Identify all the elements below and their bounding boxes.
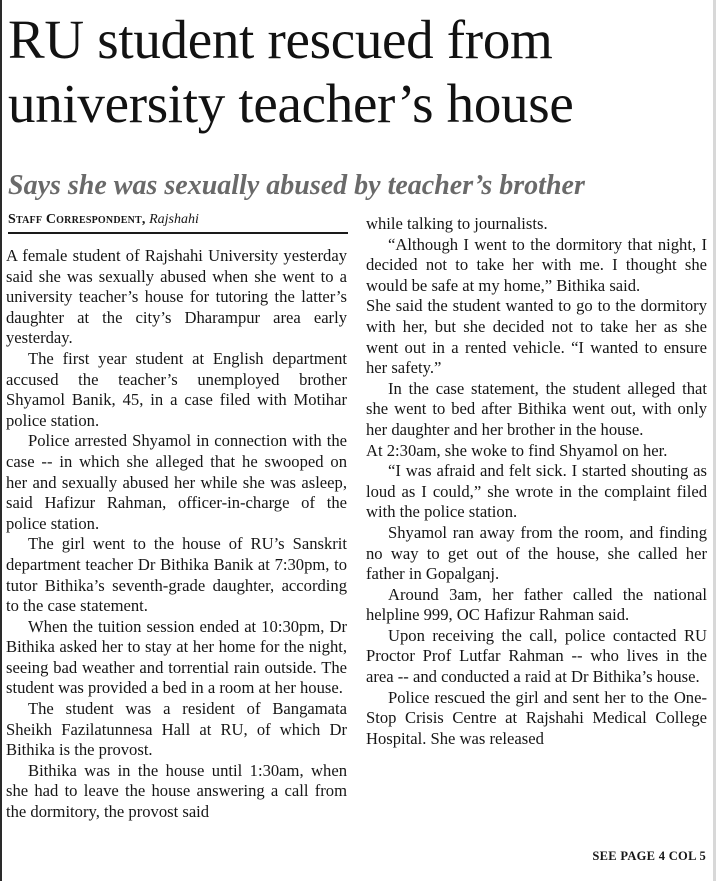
- subheadline: Says she was sexually abused by teacher’s brother: [8, 170, 585, 201]
- paragraph: The student was a resident of Bangamata Sheikh Fazilatunnesa Hall at RU, of which Dr Bithika is the provost.: [6, 699, 347, 760]
- paragraph: “Although I went to the dormitory that night, I decided not to take her with me. I thought she would be safe at my home,” Bithika said.: [366, 234, 707, 295]
- paragraph: Police rescued the girl and sent her to the One-Stop Crisis Centre at Rajshahi Medical College Hospital. She was released: [366, 687, 707, 748]
- paragraph: Around 3am, her father called the national helpline 999, OC Hafizur Rahman said.: [366, 584, 707, 625]
- paragraph: “I was afraid and felt sick. I started shouting as loud as I could,” she wrote in the complaint filed with the police station.: [366, 461, 707, 522]
- paragraph-continued: while talking to journalists.: [366, 214, 548, 233]
- headline: RU student rescued from university teacher’s house: [8, 9, 574, 134]
- byline: [8, 211, 348, 229]
- paragraph: The girl went to the house of RU’s Sanskrit department teacher Dr Bithika Banik at 7:30pm, to tutor Bithika’s seventh-grade daughter, according to the case statement.: [6, 534, 347, 616]
- paragraph: The first year student at English department accused the teacher’s unemployed brother Shyamol Banik, 45, in a case filed with Motihar police station.: [6, 348, 347, 430]
- article-column-left: [6, 246, 347, 823]
- paragraph: She said the student wanted to go to the dormitory with her, but she decided not to take her as she went out in a rented vehicle. “I wanted to ensure her safety.”: [366, 296, 707, 378]
- paragraph: Police arrested Shyamol in connection with the case -- in which she alleged that he swooped on her and sexually abused her while she was asleep, said Hafizur Rahman, officer-in-charge of the police station.: [6, 431, 347, 533]
- paragraph: Shyamol ran away from the room, and finding no way to get out of the house, she called her father in Gopalganj.: [366, 522, 707, 584]
- byline-name: Staff Correspondent,: [8, 212, 146, 227]
- byline-rule: [8, 232, 348, 234]
- byline-location: Rajshahi: [149, 212, 199, 227]
- article-column-right: [366, 214, 707, 749]
- page-edge-left: [0, 0, 2, 881]
- paragraph: When the tuition session ended at 10:30pm, Dr Bithika asked her to stay at her home for the night, seeing bad weather and torrential rain outside. The student was provided a bed in a room at her house.: [6, 616, 347, 698]
- paragraph: Upon receiving the call, police contacted RU Proctor Prof Lutfar Rahman -- who lives in the area -- and conducted a raid at Dr Bithika’s house.: [366, 625, 707, 687]
- paragraph: In the case statement, the student alleged that she went to bed after Bithika went out, with only her daughter and her brother in the house.: [366, 378, 707, 439]
- paragraph: At 2:30am, she woke to find Shyamol on her.: [366, 440, 668, 460]
- continuation-jump-line: SEE PAGE 4 COL 5: [592, 849, 706, 863]
- paragraph: Bithika was in the house until 1:30am, when she had to leave the house answering a call from the dormitory, the provost said: [6, 760, 347, 822]
- paragraph: A female student of Rajshahi University yesterday said she was sexually abused when she went to a university teacher’s house for tutoring the latter’s daughter at the city’s Dharampur area early yesterday.: [6, 246, 347, 348]
